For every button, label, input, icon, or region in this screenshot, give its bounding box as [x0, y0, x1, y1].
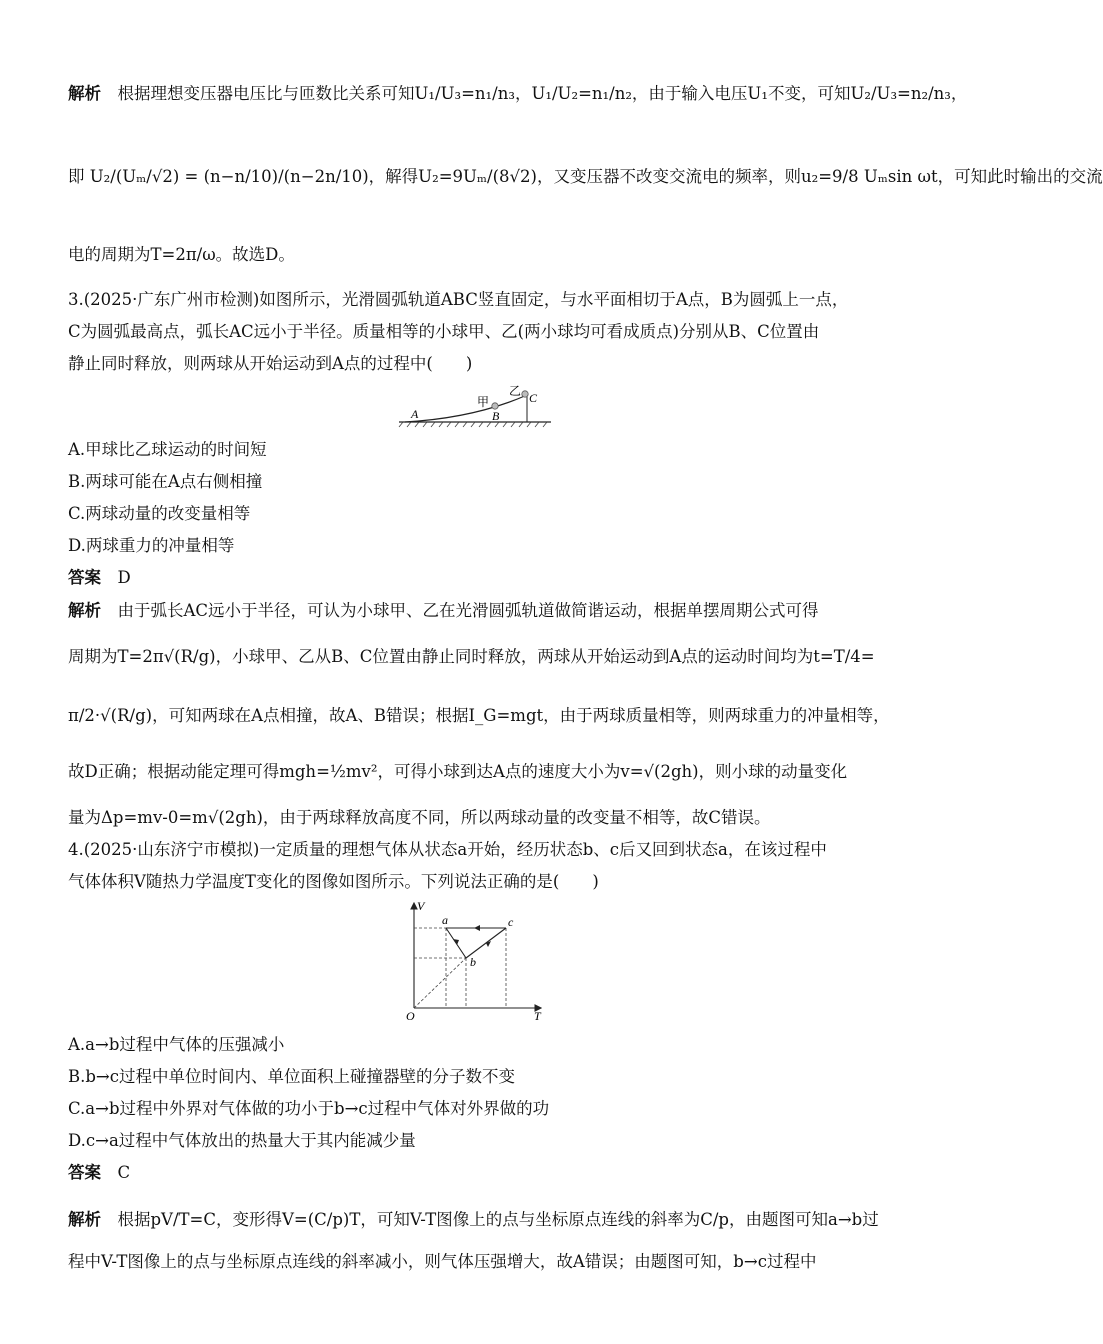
q4-stem-line-1: 4.(2025·山东济宁市模拟)一定质量的理想气体从状态a开始，经历状态b、c后又回到状态a，在该过程中 — [68, 840, 827, 859]
q3-option-d: D.两球重力的冲量相等 — [68, 536, 235, 555]
q3-answer — [68, 566, 880, 590]
q3-analysis-line-5: 量为Δp=mv-0=m√(2gh)，由于两球释放高度不同，所以两球动量的改变量不相等，故C错误。 — [68, 808, 771, 827]
point-b: b — [470, 955, 476, 969]
q4-option-a: A.a→b过程中气体的压强减小 — [68, 1035, 285, 1054]
ball-yi — [522, 391, 528, 397]
answer-label: 答案 — [68, 568, 101, 587]
label-A: A — [411, 407, 419, 421]
q3-stem-line-1: 3.(2025·广东广州市检测)如图所示，光滑圆弧轨道ABC竖直固定，与水平面相切于A点，B为圆弧上一点， — [68, 290, 849, 309]
q2-analysis-line-3: 电的周期为T=2π/ω。故选D。 — [68, 245, 295, 264]
q3-option-b: B.两球可能在A点右侧相撞 — [68, 472, 263, 491]
analysis-label: 解析 — [68, 1210, 101, 1229]
answer-value: D — [117, 568, 131, 587]
q2-analysis-line-2: 即 U₂/(Uₘ/√2) = (n−n/10)/(n−2n/10)，解得U₂=9Uₘ/(8√2)，又变压器不改变交流电的频率，则u₂=9/8 Uₘsin ωt，可知此时输出的交流 — [68, 167, 1103, 186]
axis-V: V — [417, 899, 425, 913]
q3-analysis-line-4: 故D正确；根据动能定理可得mgh=½mv²，可得小球到达A点的速度大小为v=√(2gh)，则小球的动量变化 — [68, 762, 848, 781]
answer-value: C — [117, 1163, 131, 1182]
analysis-label: 解析 — [68, 601, 101, 620]
label-B: B — [492, 409, 500, 423]
axis-T: T — [534, 1009, 541, 1023]
q3-option-c: C.两球动量的改变量相等 — [68, 504, 251, 523]
q2-analysis-line-1: 解析 根据理想变压器电压比与匝数比关系可知U₁/U₃=n₁/n₃，U₁/U₂=n₁/n₂，由于输入电压U₁不变，可知U₂/U₃=n₂/n₃， — [68, 84, 968, 103]
q4-answer — [68, 1161, 880, 1185]
q4-analysis-line-2: 程中V-T图像上的点与坐标原点连线的斜率减小，则气体压强增大，故A错误；由题图可知，b→c过程中 — [68, 1252, 817, 1271]
q4-option-b: B.b→c过程中单位时间内、单位面积上碰撞器壁的分子数不变 — [68, 1067, 515, 1086]
label-C: C — [529, 391, 538, 405]
q3-option-a: A.甲球比乙球运动的时间短 — [68, 440, 267, 459]
q3-track-figure — [395, 378, 555, 428]
point-a: a — [442, 913, 448, 927]
q4-vt-graph — [402, 898, 552, 1024]
q4-analysis-line-1: 解析 根据pV/T=C，变形得V=(C/p)T，可知V-T图像上的点与坐标原点连线的斜率为C/p，由题图可知a→b过 — [68, 1210, 879, 1229]
origin-O: O — [406, 1009, 415, 1023]
q3-stem-line-3: 静止同时释放，则两球从开始运动到A点的过程中( ) — [68, 354, 473, 373]
label-jia: 甲 — [477, 395, 490, 409]
label-yi: 乙 — [509, 384, 522, 398]
answer-label: 答案 — [68, 1163, 101, 1182]
analysis-label: 解析 — [68, 84, 101, 103]
q3-analysis-line-1: 解析 由于弧长AC远小于半径，可认为小球甲、乙在光滑圆弧轨道做简谐运动，根据单摆周期公式可得 — [68, 601, 819, 620]
q4-stem-line-2: 气体体积V随热力学温度T变化的图像如图所示。下列说法正确的是( ) — [68, 872, 599, 891]
q3-analysis-line-2: 周期为T=2π√(R/g)，小球甲、乙从B、C位置由静止同时释放，两球从开始运动到A点的运动时间均为t=T/4= — [68, 647, 875, 666]
q4-option-d: D.c→a过程中气体放出的热量大于其内能减少量 — [68, 1131, 416, 1150]
q3-analysis-line-3: π/2·√(R/g)，可知两球在A点相撞，故A、B错误；根据I_G=mgt，由于两球质量相等，则两球重力的冲量相等， — [68, 706, 890, 725]
point-c: c — [508, 915, 514, 929]
q3-stem-line-2: C为圆弧最高点，弧长AC远小于半径。质量相等的小球甲、乙(两小球均可看成质点)分别从B、C位置由 — [68, 322, 820, 341]
q4-option-c: C.a→b过程中外界对气体做的功小于b→c过程中气体对外界做的功 — [68, 1099, 550, 1118]
